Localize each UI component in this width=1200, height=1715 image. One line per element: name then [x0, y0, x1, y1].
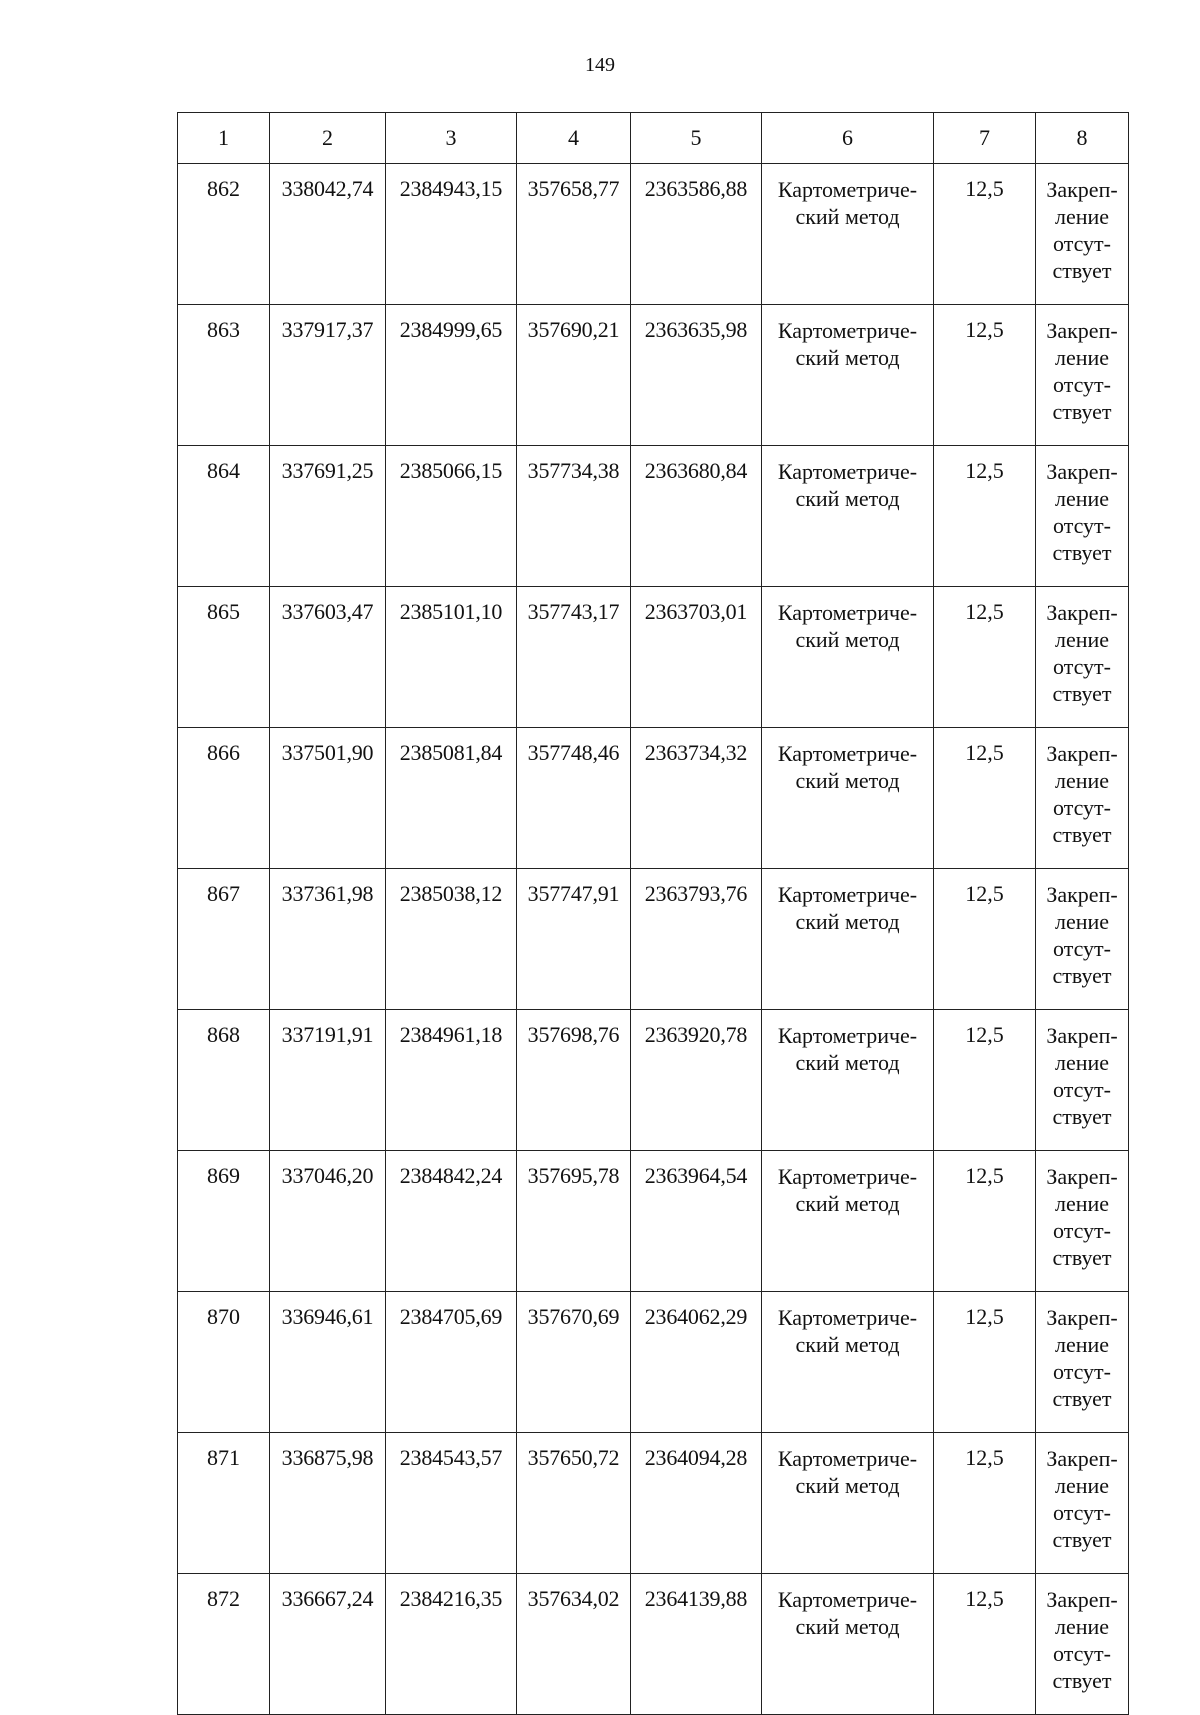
coord-x-new-cell: 357743,17	[517, 587, 631, 728]
method-cell	[762, 587, 934, 728]
page-number: 149	[585, 54, 615, 76]
fixation-line-4: ствует	[1052, 1245, 1112, 1270]
point-number-cell: 868	[178, 1010, 270, 1151]
method-cell	[762, 869, 934, 1010]
coord-y-old-cell: 2385038,12	[386, 869, 517, 1010]
accuracy-cell: 12,5	[934, 1010, 1036, 1151]
point-number-cell: 867	[178, 869, 270, 1010]
coord-y-old-cell: 2384842,24	[386, 1151, 517, 1292]
coord-y-new-cell: 2363920,78	[631, 1010, 762, 1151]
table-row	[178, 587, 1129, 728]
accuracy-cell: 12,5	[934, 164, 1036, 305]
coord-y-old-cell: 2385081,84	[386, 728, 517, 869]
fixation-line-2: ление	[1054, 768, 1110, 793]
coord-y-old-cell: 2384943,15	[386, 164, 517, 305]
method-line-2: ский метод	[795, 1332, 900, 1357]
point-number-cell: 865	[178, 587, 270, 728]
accuracy-cell: 12,5	[934, 1151, 1036, 1292]
method-line-1: Картометриче-	[777, 1446, 918, 1471]
method-line-2: ский метод	[795, 909, 900, 934]
accuracy-cell: 12,5	[934, 728, 1036, 869]
method-cell	[762, 305, 934, 446]
fixation-cell	[1036, 1151, 1129, 1292]
method-cell	[762, 1010, 934, 1151]
table-header	[178, 113, 1129, 164]
point-number-cell: 870	[178, 1292, 270, 1433]
fixation-cell	[1036, 164, 1129, 305]
method-line-2: ский метод	[795, 1614, 900, 1639]
method-line-1: Картометриче-	[777, 741, 918, 766]
method-line-1: Картометриче-	[777, 459, 918, 484]
header-cell-2: 2	[270, 113, 386, 164]
coord-x-new-cell: 357695,78	[517, 1151, 631, 1292]
accuracy-cell: 12,5	[934, 869, 1036, 1010]
coord-x-new-cell: 357658,77	[517, 164, 631, 305]
coord-y-new-cell: 2363703,01	[631, 587, 762, 728]
header-cell-4: 4	[517, 113, 631, 164]
fixation-line-3: отсут-	[1052, 372, 1111, 397]
method-line-1: Картометриче-	[777, 882, 918, 907]
accuracy-cell: 12,5	[934, 305, 1036, 446]
method-line-2: ский метод	[795, 1473, 900, 1498]
table-row	[178, 1151, 1129, 1292]
fixation-line-3: отсут-	[1052, 1077, 1111, 1102]
method-cell	[762, 164, 934, 305]
method-line-2: ский метод	[795, 204, 900, 229]
fixation-line-1: Закреп-	[1046, 741, 1118, 766]
point-number-cell: 872	[178, 1574, 270, 1715]
coord-y-new-cell: 2363635,98	[631, 305, 762, 446]
point-number-cell: 871	[178, 1433, 270, 1574]
coord-x-new-cell: 357748,46	[517, 728, 631, 869]
fixation-line-2: ление	[1054, 1614, 1110, 1639]
coord-x-old-cell: 338042,74	[270, 164, 386, 305]
coord-y-new-cell: 2363680,84	[631, 446, 762, 587]
method-line-2: ский метод	[795, 768, 900, 793]
fixation-line-1: Закреп-	[1046, 1023, 1118, 1048]
point-number-cell: 863	[178, 305, 270, 446]
coord-y-new-cell: 2363734,32	[631, 728, 762, 869]
fixation-line-1: Закреп-	[1046, 177, 1118, 202]
fixation-line-3: отсут-	[1052, 1218, 1111, 1243]
fixation-line-3: отсут-	[1052, 1500, 1111, 1525]
coord-y-new-cell: 2364062,29	[631, 1292, 762, 1433]
coord-x-new-cell: 357670,69	[517, 1292, 631, 1433]
fixation-line-4: ствует	[1052, 681, 1112, 706]
coord-y-new-cell: 2363793,76	[631, 869, 762, 1010]
coord-x-old-cell: 337691,25	[270, 446, 386, 587]
fixation-line-1: Закреп-	[1046, 600, 1118, 625]
coord-x-new-cell: 357734,38	[517, 446, 631, 587]
table-row	[178, 869, 1129, 1010]
fixation-cell	[1036, 1292, 1129, 1433]
header-cell-5: 5	[631, 113, 762, 164]
coord-y-new-cell: 2364094,28	[631, 1433, 762, 1574]
fixation-line-3: отсут-	[1052, 1359, 1111, 1384]
table-body	[178, 164, 1129, 1715]
coord-x-new-cell: 357634,02	[517, 1574, 631, 1715]
accuracy-cell: 12,5	[934, 446, 1036, 587]
table-row	[178, 1574, 1129, 1715]
header-cell-1: 1	[178, 113, 270, 164]
method-line-2: ский метод	[795, 486, 900, 511]
fixation-line-3: отсут-	[1052, 1641, 1111, 1666]
coord-x-old-cell: 336875,98	[270, 1433, 386, 1574]
fixation-line-4: ствует	[1052, 258, 1112, 283]
fixation-line-4: ствует	[1052, 1668, 1112, 1693]
coord-y-new-cell: 2363964,54	[631, 1151, 762, 1292]
fixation-line-3: отсут-	[1052, 795, 1111, 820]
coord-x-old-cell: 337917,37	[270, 305, 386, 446]
fixation-cell	[1036, 869, 1129, 1010]
fixation-line-3: отсут-	[1052, 936, 1111, 961]
table-row	[178, 164, 1129, 305]
fixation-line-1: Закреп-	[1046, 459, 1118, 484]
coordinates-table	[177, 112, 1129, 1715]
fixation-line-4: ствует	[1052, 1386, 1112, 1411]
fixation-line-4: ствует	[1052, 1104, 1112, 1129]
coord-x-old-cell: 336667,24	[270, 1574, 386, 1715]
method-line-1: Картометриче-	[777, 1164, 918, 1189]
fixation-line-2: ление	[1054, 1050, 1110, 1075]
fixation-line-3: отсут-	[1052, 231, 1111, 256]
accuracy-cell: 12,5	[934, 1292, 1036, 1433]
coord-x-old-cell: 336946,61	[270, 1292, 386, 1433]
coord-y-new-cell: 2364139,88	[631, 1574, 762, 1715]
point-number-cell: 866	[178, 728, 270, 869]
method-line-2: ский метод	[795, 627, 900, 652]
fixation-line-2: ление	[1054, 204, 1110, 229]
coord-x-new-cell: 357747,91	[517, 869, 631, 1010]
method-cell	[762, 1433, 934, 1574]
header-cell-3: 3	[386, 113, 517, 164]
fixation-cell	[1036, 587, 1129, 728]
method-line-1: Картометриче-	[777, 600, 918, 625]
coord-x-old-cell: 337501,90	[270, 728, 386, 869]
coord-x-old-cell: 337361,98	[270, 869, 386, 1010]
fixation-line-1: Закреп-	[1046, 1446, 1118, 1471]
method-line-1: Картометриче-	[777, 1587, 918, 1612]
method-cell	[762, 1151, 934, 1292]
coord-y-old-cell: 2384216,35	[386, 1574, 517, 1715]
fixation-line-4: ствует	[1052, 1527, 1112, 1552]
coord-x-new-cell: 357698,76	[517, 1010, 631, 1151]
fixation-line-2: ление	[1054, 1191, 1110, 1216]
accuracy-cell: 12,5	[934, 1433, 1036, 1574]
coord-y-old-cell: 2385066,15	[386, 446, 517, 587]
coord-x-new-cell: 357650,72	[517, 1433, 631, 1574]
fixation-cell	[1036, 1010, 1129, 1151]
method-line-1: Картометриче-	[777, 1023, 918, 1048]
fixation-line-2: ление	[1054, 1332, 1110, 1357]
accuracy-cell: 12,5	[934, 1574, 1036, 1715]
fixation-line-1: Закреп-	[1046, 1305, 1118, 1330]
method-line-2: ский метод	[795, 1050, 900, 1075]
fixation-line-4: ствует	[1052, 540, 1112, 565]
fixation-line-1: Закреп-	[1046, 1164, 1118, 1189]
fixation-line-3: отсут-	[1052, 654, 1111, 679]
method-line-2: ский метод	[795, 1191, 900, 1216]
table-row	[178, 305, 1129, 446]
fixation-line-2: ление	[1054, 627, 1110, 652]
fixation-line-4: ствует	[1052, 963, 1112, 988]
header-row	[178, 113, 1129, 164]
method-cell	[762, 446, 934, 587]
table-row	[178, 1292, 1129, 1433]
coord-y-new-cell: 2363586,88	[631, 164, 762, 305]
table-row	[178, 728, 1129, 869]
fixation-line-4: ствует	[1052, 822, 1112, 847]
method-cell	[762, 728, 934, 869]
point-number-cell: 864	[178, 446, 270, 587]
fixation-line-1: Закреп-	[1046, 318, 1118, 343]
fixation-cell	[1036, 305, 1129, 446]
table-row	[178, 1010, 1129, 1151]
accuracy-cell: 12,5	[934, 587, 1036, 728]
method-line-1: Картометриче-	[777, 1305, 918, 1330]
coord-y-old-cell: 2384705,69	[386, 1292, 517, 1433]
table-row	[178, 446, 1129, 587]
fixation-cell	[1036, 728, 1129, 869]
fixation-line-4: ствует	[1052, 399, 1112, 424]
coord-x-old-cell: 337191,91	[270, 1010, 386, 1151]
fixation-line-2: ление	[1054, 1473, 1110, 1498]
coord-y-old-cell: 2384543,57	[386, 1433, 517, 1574]
coord-y-old-cell: 2385101,10	[386, 587, 517, 728]
fixation-line-2: ление	[1054, 486, 1110, 511]
fixation-line-1: Закреп-	[1046, 882, 1118, 907]
point-number-cell: 862	[178, 164, 270, 305]
fixation-line-3: отсут-	[1052, 513, 1111, 538]
header-cell-6: 6	[762, 113, 934, 164]
header-cell-8: 8	[1036, 113, 1129, 164]
method-line-1: Картометриче-	[777, 177, 918, 202]
method-cell	[762, 1292, 934, 1433]
method-line-1: Картометриче-	[777, 318, 918, 343]
fixation-cell	[1036, 446, 1129, 587]
method-cell	[762, 1574, 934, 1715]
coord-x-new-cell: 357690,21	[517, 305, 631, 446]
coord-x-old-cell: 337046,20	[270, 1151, 386, 1292]
table-row	[178, 1433, 1129, 1574]
point-number-cell: 869	[178, 1151, 270, 1292]
fixation-line-2: ление	[1054, 909, 1110, 934]
fixation-cell	[1036, 1574, 1129, 1715]
coord-y-old-cell: 2384999,65	[386, 305, 517, 446]
fixation-line-2: ление	[1054, 345, 1110, 370]
method-line-2: ский метод	[795, 345, 900, 370]
coord-y-old-cell: 2384961,18	[386, 1010, 517, 1151]
fixation-cell	[1036, 1433, 1129, 1574]
header-cell-7: 7	[934, 113, 1036, 164]
coord-x-old-cell: 337603,47	[270, 587, 386, 728]
fixation-line-1: Закреп-	[1046, 1587, 1118, 1612]
